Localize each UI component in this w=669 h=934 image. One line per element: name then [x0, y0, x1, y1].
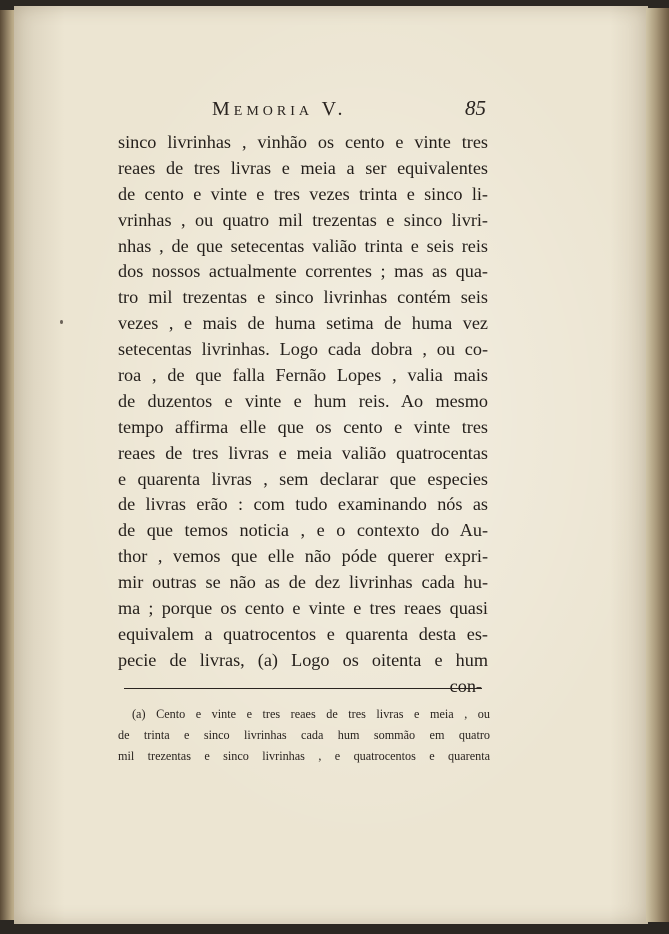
text-line: mir outras se não as de dez livrinhas cada hu-: [118, 572, 488, 593]
paper-speck: [60, 320, 63, 324]
text-line: de duzentos e vinte e hum reis. Ao mesmo: [118, 390, 488, 411]
right-page-edge: [646, 8, 669, 922]
text-line: e quarenta livras , sem declarar que especies: [118, 468, 488, 489]
text-line: vezes , e mais de huma setima de huma vez: [118, 313, 488, 334]
footnote: [118, 704, 490, 767]
running-header: [212, 98, 492, 126]
text-line: tempo affirma elle que os cento e vinte tres: [118, 416, 488, 437]
text-line: dos nossos actualmente correntes ; mas as qua-: [118, 261, 488, 282]
text-line: thor , vemos que elle não póde querer expri-: [118, 546, 488, 567]
running-title: Memoria V.: [212, 98, 347, 120]
text-line: setecentas livrinhas. Logo cada dobra , ou co-: [118, 339, 488, 360]
catchword: con-: [449, 675, 482, 696]
text-line: equivalem a quatrocentos e quarenta desta es-: [118, 623, 488, 644]
body-text: [118, 130, 488, 700]
text-line: nhas , de que setecentas valião trinta e seis reis: [118, 235, 488, 256]
text-line: ma ; porque os cento e vinte e tres reaes quasi: [118, 598, 488, 619]
text-line: vrinhas , ou quatro mil trezentas e sinco livri-: [118, 209, 488, 230]
text-line: pecie de livras, (a) Logo os oitenta e hum: [118, 649, 488, 670]
text-line: roa , de que falla Fernão Lopes , valia mais: [118, 365, 488, 386]
footnote-line: (a) Cento e vinte e tres reaes de tres livras e meia , ou: [132, 707, 490, 721]
text-line: tro mil trezentas e sinco livrinhas contém seis: [118, 287, 488, 308]
text-line: reaes de tres livras e meia a ser equivalentes: [118, 157, 488, 178]
footnote-line: mil trezentas e sinco livrinhas , e quatrocentos e quarenta: [118, 749, 490, 763]
page-number: 85: [465, 96, 486, 120]
text-line: de que temos noticia , e o contexto do Au-: [118, 520, 488, 541]
text-line: de cento e vinte e tres vezes trinta e sinco li-: [118, 183, 488, 204]
text-line: sinco livrinhas , vinhão os cento e vinte tres: [118, 132, 488, 152]
footnote-rule: [124, 688, 482, 689]
text-line: de livras erão : com tudo examinando nós as: [118, 494, 488, 515]
text-line: reaes de tres livras e meia valião quatrocentas: [118, 442, 488, 463]
footnote-line: de trinta e sinco livrinhas cada hum sommão em quatro: [118, 728, 490, 742]
